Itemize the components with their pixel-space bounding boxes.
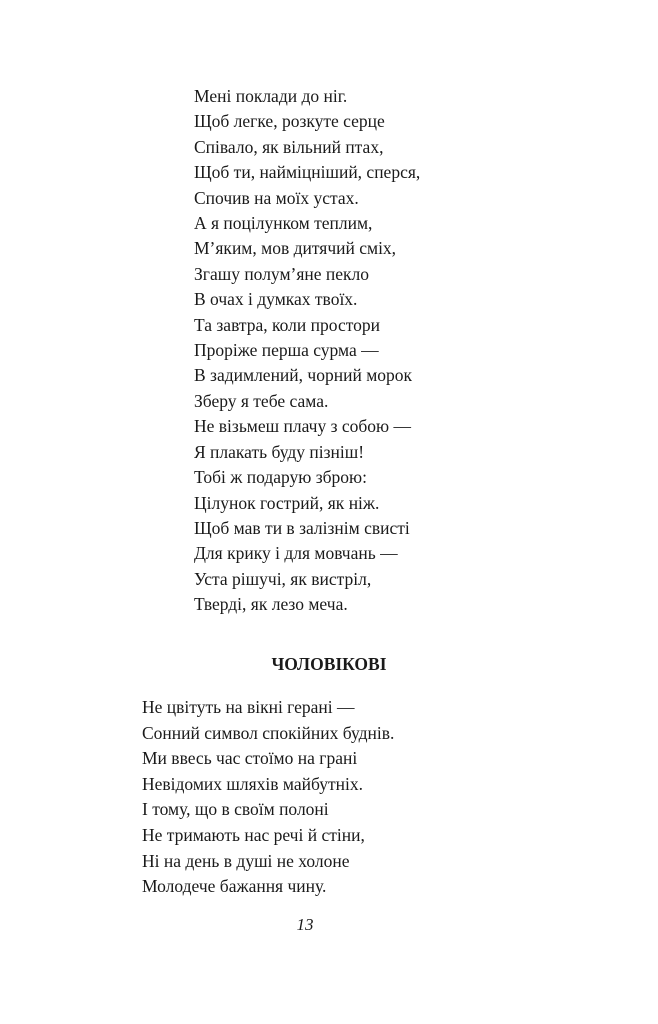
poem-line: Ні на день в душі не холоне	[142, 850, 350, 871]
poem-line: Щоб ти, наймiцніший, сперся,	[194, 162, 421, 183]
poem-line: Спочив на моїх устах.	[194, 187, 359, 208]
poem-line: Не цвітуть на вікні герані —	[142, 697, 355, 717]
poem-line: Я плакать буду пізніш!	[194, 441, 365, 462]
poem-line: Для крику і для мовчань —	[194, 543, 398, 564]
poem-line: Сонний символ спокійних буднів.	[142, 722, 395, 743]
poem-continuation	[194, 84, 420, 618]
poem-line: Тверді, як лезо меча.	[194, 594, 348, 615]
poem-line: Цілунок гострий, як ніж.	[194, 492, 380, 513]
poem-line: Невідомих шляхів майбутніх.	[142, 773, 363, 794]
poem-line: І тому, що в своїм полоні	[142, 799, 329, 820]
poem-line: Ми ввесь час стоїмо на грані	[142, 748, 358, 769]
poem-next	[142, 695, 394, 900]
poem-line: Тобі ж подарую зброю:	[194, 467, 367, 488]
poem-line: В задимлений, чорний морок	[194, 365, 413, 386]
poem-line: Не візьмеш плачу з собою —	[194, 416, 411, 437]
poem-line: Не тримають нас речі й стіни,	[142, 824, 365, 845]
poem-line: Щоб легке, розкуте серце	[194, 111, 385, 132]
poem-line: Згашу полум’яне пекло	[194, 263, 370, 284]
poem-title: ЧОЛОВІКОВІ	[271, 654, 387, 674]
poem-line: Співало, як вільний птах,	[194, 136, 384, 157]
poem-line: Та завтра, коли простори	[194, 314, 380, 335]
poem-line: М’яким, мов дитячий сміх,	[194, 238, 397, 259]
poem-line: Щоб мав ти в залізнім свисті	[194, 517, 410, 538]
poem-line: Молодече бажання чину.	[142, 876, 327, 897]
poem-line: Мені поклади до ніг.	[194, 86, 348, 106]
poem-line: Зберу я тебе сама.	[194, 390, 329, 411]
poem-line: А я поцілунком теплим,	[194, 213, 373, 234]
poem-line: В очах і думках твоїх.	[194, 289, 358, 310]
poem-line: Проріже перша сурма —	[194, 340, 379, 361]
page-number: 13	[296, 915, 314, 934]
poem-line: Уста рішучі, як вистріл,	[194, 568, 372, 589]
